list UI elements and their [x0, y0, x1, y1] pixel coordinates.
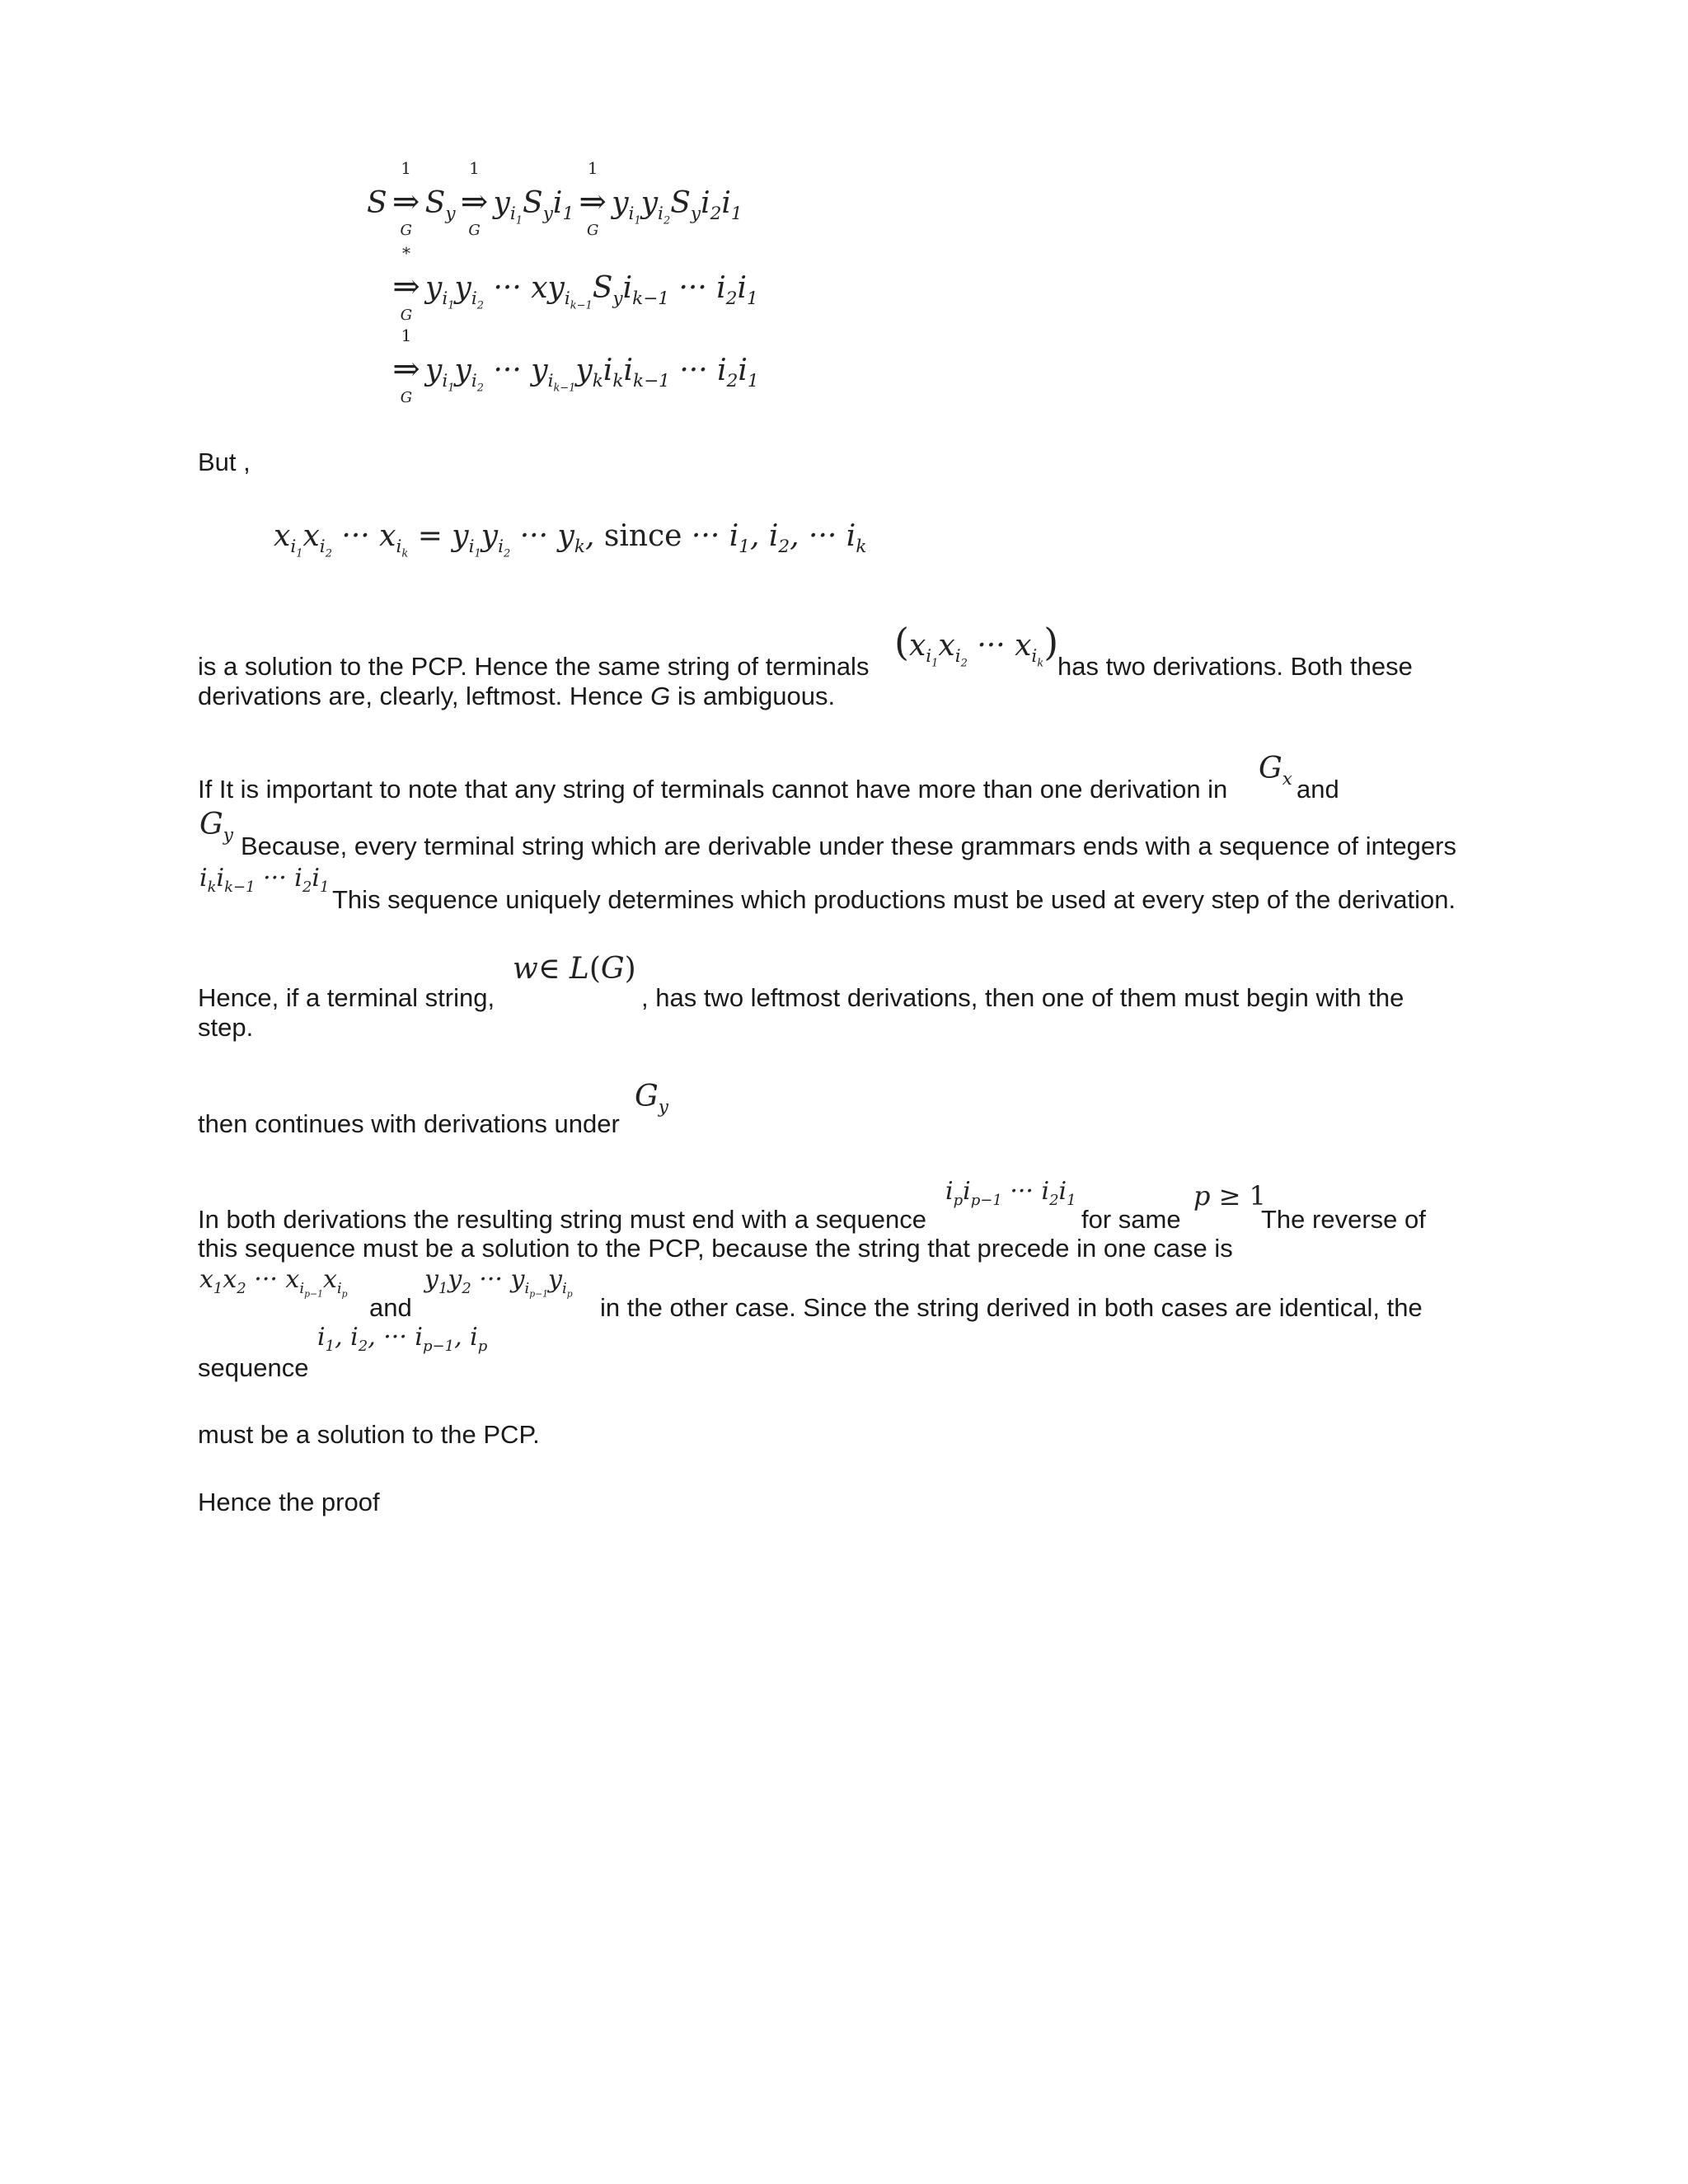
grammar-gy-2: $G_y$ [635, 1080, 668, 1118]
p-geq-1-math: p ≥ 1 [1193, 1180, 1266, 1212]
para5-line3: in the other case. Since the string derived in both cases are identical, the [600, 1293, 1423, 1322]
integer-sequence-math: $i_ki_{k-1}$ ··· $i_2i_1$ [199, 864, 330, 896]
para2-line3: This sequence uniquely determines which productions must be used at every step of the derivation. [332, 885, 1456, 914]
grammar-g: G [650, 682, 671, 710]
para7: Hence the proof [198, 1488, 380, 1516]
para5-for-same: for same [1081, 1205, 1181, 1234]
para5-line2: this sequence must be a solution to the PCP, because the string that precede in one case is [198, 1234, 1233, 1263]
pcp-equation: $x_{i_1}x_{i_2}$ ··· $x_{i_k} = y_{i_1}y_{i_2}$ ··· $y_k$, since ··· $i_1$, $i_2$, ··· $i_k$ [274, 519, 867, 560]
terminal-string-math: ($x_{i_1}x_{i_2}$ ··· $x_{i_k}$) [894, 620, 1059, 670]
derivation-line-1: S 1 ⇒ G $S_y$ 1 ⇒ G $y_{i_1}S_yi_1$ 1 ⇒ G $y_{i_1}y_{i_2}S_yi_2i_1$ [367, 158, 743, 239]
para5-line1-b: The reverse of [1261, 1205, 1426, 1234]
para5-line1-a: In both derivations the resulting string must end with a sequence [198, 1205, 927, 1234]
x-sequence-math: $x_1x_2$ ··· $x_{i_{p-1}}x_{i_p}$ [199, 1265, 348, 1300]
para1-line1-a: is a solution to the PCP. Hence the same string of terminals [198, 652, 870, 681]
grammar-gy: $G_y$ [199, 808, 233, 846]
para3-line1-b: , has two leftmost derivations, then one of them must begin with the [641, 983, 1404, 1012]
ip-sequence-math: $i_pi_{p-1}$ ··· $i_2i_1$ [945, 1177, 1076, 1209]
since-word: since [603, 519, 682, 553]
derivation-line-3: 1 ⇒ G $y_{i_1}y_{i_2}$ ··· $y_{i_{k-1}}y_ki_ki_{k-1}$ ··· $i_2i_1$ [392, 326, 759, 406]
grammar-gx: $G_x$ [1259, 752, 1292, 790]
para3-line2: step. [198, 1013, 254, 1042]
para2-line2: Because, every terminal string which are derivable under these grammars ends with a sequence of integers [241, 832, 1456, 860]
para4: then continues with derivations under [198, 1109, 620, 1138]
para1-line2-end: is ambiguous. [677, 682, 836, 710]
para6: must be a solution to the PCP. [198, 1420, 540, 1449]
para2-and: and [1296, 775, 1339, 804]
para5-and: and [369, 1293, 412, 1322]
derivation-line-2: * ⇒ G $y_{i_1}y_{i_2}$ ··· $xy_{i_{k-1}}S_yi_{k-1}$ ··· $i_2i_1$ [392, 243, 758, 324]
para1-line2-text: derivations are, clearly, leftmost. Hence [198, 682, 644, 710]
y-sequence-math: $y_1y_2$ ··· $y_{i_{p-1}}y_{i_p}$ [424, 1265, 573, 1300]
w-in-lg-math: w∈ L(G) [513, 952, 636, 986]
para-but: But , [198, 448, 251, 476]
para1-line1-b: has two derivations. Both these [1057, 652, 1413, 681]
para2-line1: If It is important to note that any string of terminals cannot have more than one derivation in [198, 775, 1228, 804]
para3-line1-a: Hence, if a terminal string, [198, 983, 495, 1012]
para1-line2 [198, 682, 835, 711]
para5-sequence: sequence [198, 1353, 309, 1382]
index-sequence-math: $i_1$, $i_2$, ··· $i_{p-1}$, $i_p$ [317, 1323, 488, 1355]
